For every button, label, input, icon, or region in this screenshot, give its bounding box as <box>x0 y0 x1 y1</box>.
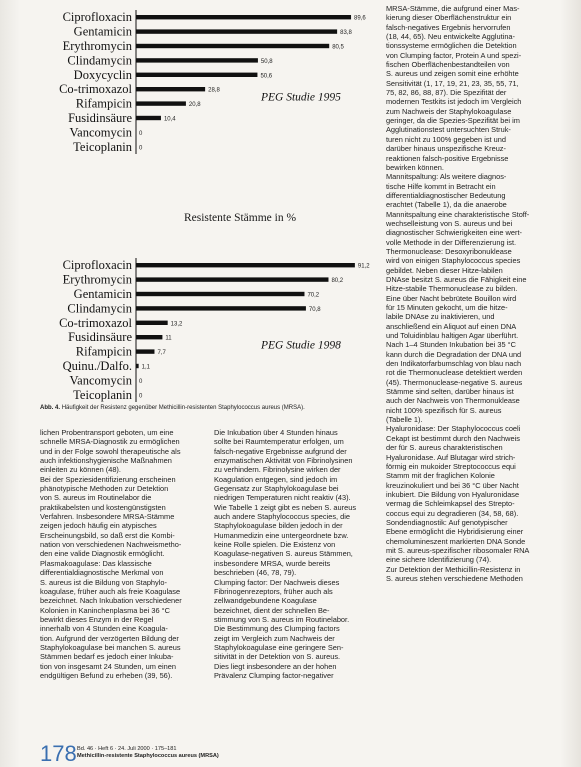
text-line: Mannitspaltung eine charakteristische Stoff- <box>386 209 530 219</box>
text-line: Kolonien in Kaninchenplasma bei 36 °C <box>40 605 170 615</box>
text-line: auch der Nachweis von Thermonuklease <box>386 396 520 406</box>
category-label: Clindamycin <box>67 301 132 316</box>
bar <box>136 349 154 353</box>
data-label: 50,6 <box>260 73 273 80</box>
bar <box>136 321 168 325</box>
bar <box>136 116 161 120</box>
category-label: Quinu./Dalfo. <box>62 359 132 373</box>
bar <box>136 87 205 91</box>
text-line: fischen Oberflächenbestandteilen von <box>386 60 510 70</box>
text-line: Verfahren. Insbesondere MRSA-Stämme <box>40 512 175 522</box>
data-label: 1,1 <box>141 364 150 371</box>
text-line: Humanmedizin eine untergeordnete bzw. <box>214 530 349 540</box>
bar <box>136 29 337 33</box>
text-line: schnelle MRSA-Diagnostik zu ermöglichen <box>40 437 180 447</box>
text-line: tionssysteme ermöglichen die Detektion <box>386 41 517 51</box>
text-line: nation von verschiedenen Nachweismetho- <box>40 540 182 550</box>
text-line: Koagulase-negativen S. aureus Stämmen, <box>214 549 353 559</box>
left-text-column <box>40 428 206 680</box>
text-line: innerhalb von 4 Stunden eine Koagula- <box>40 624 168 634</box>
text-line: phänotypische Methoden zur Detektion <box>40 484 169 494</box>
text-line: Erscheinungsbild, so daß erst die Kombi- <box>40 530 175 540</box>
text-line: Staphylokoagulase bilden jedoch in der <box>214 521 343 531</box>
text-line: einleiten zu können (48). <box>40 465 121 475</box>
text-line: mit S. aureus-spezifischer ribosomaler RNA <box>386 545 530 555</box>
category-label: Fusidinsäure <box>68 330 132 345</box>
text-line: niedrigen Temperaturen nicht reaktiv (43). <box>214 493 351 503</box>
text-line: inkubiert. Die Bildung von Hyaluronidase <box>386 489 520 499</box>
text-line: Sensitivität (1, 17, 19, 21, 23, 35, 55, 71, <box>386 78 519 88</box>
text-line: zum Nachweis der Staphylokoagulase <box>386 106 512 116</box>
text-line: reaktionen falsch-positive Ergebnisse <box>386 153 509 163</box>
data-label: 20,8 <box>188 102 201 109</box>
page-footer <box>77 746 219 760</box>
figure-caption <box>40 405 370 412</box>
text-line: Cekapt ist bestimmt durch den Nachweis <box>386 433 520 443</box>
text-line: nicht 100% spezifisch für S. aureus <box>386 405 502 415</box>
bar <box>136 15 351 19</box>
text-line: S. aureus und zeigen somit eine erhöhte <box>386 69 519 79</box>
data-label: 91,2 <box>357 263 370 270</box>
text-line: Bei der Speziesidentifizierung erscheinen <box>40 474 176 484</box>
text-line: Stämme sind selten, darüber hinaus ist <box>386 387 514 397</box>
category-label: Teicoplanin <box>73 387 132 402</box>
data-label: 80,2 <box>331 278 344 285</box>
data-label: 80,5 <box>332 44 344 51</box>
text-line: volle Methode in der Differenzierung ist. <box>386 237 517 247</box>
category-label: Clindamycin <box>67 53 132 68</box>
text-line: Die Inkubation über 4 Stunden hinaus <box>214 428 338 437</box>
category-label: Vancomycin <box>69 125 132 140</box>
text-line: der für S. aureus charakteristischen <box>386 443 503 453</box>
text-line: erachtet (Tabelle 1), da die anaerobe <box>386 200 507 210</box>
text-line: enzymatischen Aktivität von Fibrinolysinen <box>214 456 353 466</box>
text-line: (18, 44, 65). Neu entwickelte Agglutina- <box>386 32 516 42</box>
text-line: sitivität in der Detektion von S. aureus. <box>214 652 341 662</box>
data-label: 10,4 <box>163 116 176 123</box>
text-line: (45). Thermonuclease-negative S. aureus <box>386 377 523 387</box>
text-line: Fibrinogenrezeptors, früher auch als <box>214 586 333 596</box>
bar <box>136 263 355 267</box>
text-line: Thermonuclease: Desoxyribonuklease <box>386 246 512 256</box>
text-line: Mannitspaltung: Als weitere diagnos- <box>386 172 507 182</box>
data-label: 70,8 <box>308 306 321 313</box>
text-line: S. aureus stehen verschiedene Methoden <box>386 573 523 583</box>
data-label: 28,8 <box>208 87 220 94</box>
text-line: auch andere Staphylococcus species, die <box>214 512 350 522</box>
text-line: Ebene ermöglicht die Hybridisierung einer <box>386 527 524 537</box>
text-line: wechselleistung von S. aureus und bei <box>386 218 513 228</box>
text-line: Hyaluronidase: Der Staphylococcus coeli <box>386 424 521 434</box>
text-line: S. aureus ist die Bildung von Staphylo- <box>40 577 167 587</box>
bar <box>136 277 328 281</box>
text-line: kann durch die Degradation der DNA und <box>386 349 522 359</box>
text-line: chemolumineszent markierten DNA Sonde <box>386 536 526 546</box>
text-line: Nach 1–4 Stunden Inkubation bei 35 °C <box>386 340 516 350</box>
text-line: Hyaluronidase. Auf Blutagar wird strich- <box>386 452 516 462</box>
category-label: Ciprofloxacin <box>62 258 132 273</box>
text-line: von S. aureus im Routinelabor die <box>40 493 152 503</box>
text-line: Eine über Nacht bebrütete Bouillon wird <box>386 293 517 303</box>
category-label: Erythromycin <box>62 39 132 53</box>
page-number: 178 <box>40 741 77 766</box>
bar <box>136 292 304 296</box>
text-line: tion von insgesamt 24 Stunden, um einen <box>40 661 176 671</box>
text-line: coccus equi zu degradieren (34, 58, 68). <box>386 508 519 518</box>
text-line: Zur Detektion der Methicillin-Resistenz in <box>386 564 521 574</box>
bar <box>136 335 162 339</box>
text-line: differentialdiagnostischer Bedeutung <box>386 190 506 200</box>
text-line: endgültigen Befund zu erheben (39, 56). <box>40 670 173 680</box>
category-label: Ciprofloxacin <box>62 10 132 25</box>
data-label: 0 <box>139 145 143 152</box>
text-line: kreuzinokuliert und bei 36 °C über Nacht <box>386 480 519 490</box>
text-line: gebildet. Neben dieser Hitze-labilen <box>386 265 503 275</box>
text-line: Staphylokoagulase bei manchen S. aureus <box>40 642 181 652</box>
text-line: praktikabelsten und kostengünstigsten <box>40 502 166 512</box>
text-line: koagulase, früher auch als freie Koagulase <box>40 586 181 596</box>
data-label: 11 <box>165 335 172 342</box>
data-label: 50,8 <box>260 58 273 65</box>
text-line: DNAse besitzt S. aureus die Fähigkeit eine <box>386 274 527 284</box>
category-label: Erythromycin <box>62 272 132 287</box>
text-line: zeigen jedoch häufig ein atypisches <box>40 521 157 531</box>
category-label: Teicoplanin <box>73 139 132 154</box>
text-line: lichen Probentransport geboten, um eine <box>40 428 174 437</box>
text-line: rot die Thermonuclease detektiert werden <box>386 368 523 378</box>
chart-1998-svg <box>34 254 374 406</box>
caption-text: Häufigkeit der Resistenz gegenüber Methicillin-resistenten Staphylococcus aureus (MRSA). <box>61 405 305 411</box>
text-line: zu verhindern. Fibrinolysine wirken der <box>214 465 341 475</box>
text-line: vermag die Schleimkapsel des Strepto- <box>386 499 515 509</box>
chart-1995-svg <box>34 6 374 158</box>
data-label: 89,6 <box>354 15 366 22</box>
text-line: den eine valide Diagnostik ermöglicht. <box>40 549 165 559</box>
text-line: tische Hilfe kommt in Betracht ein <box>386 181 496 191</box>
text-line: Stamm mit der fraglichen Kolonie <box>386 471 495 481</box>
text-line: darüber hinaus unspezifische Kreuz- <box>386 144 506 154</box>
text-line: labile DNAse zu inaktivieren, und <box>386 312 495 322</box>
text-line: zeigt im Vergleich zum Nachweis der <box>214 633 335 643</box>
middle-text-column <box>214 428 380 680</box>
data-label: 70,2 <box>307 292 320 299</box>
text-line: Sondendiagnostik: Auf genotypischer <box>386 517 508 527</box>
text-line: bezeichnet, dient der schnellen Be- <box>214 605 330 615</box>
text-line: MRSA-Stämme, die aufgrund einer Mas- <box>386 4 520 13</box>
text-line: falsch-negative Ergebnisse aufgrund der <box>214 446 347 456</box>
data-label: 13,2 <box>170 321 183 328</box>
text-line: Koagulation entgegen, sind jedoch im <box>214 474 338 484</box>
text-line: eine sichere Identifizierung (74). <box>386 555 492 565</box>
study-annotation: PEG Studie 1998 <box>261 339 341 352</box>
text-line: differentialdiagnostische Merkmal von <box>40 568 164 578</box>
text-line: Clumping factor: Der Nachweis dieses <box>214 577 340 587</box>
text-line: turen nicht zu 100% gegeben ist und <box>386 134 506 144</box>
text-line: diagnostischer Schwierigkeiten eine wert- <box>386 228 522 238</box>
text-line: Dies liegt insbesondere an der hohen <box>214 661 337 671</box>
text-line: tion. Aufgrund der verzögerten Bildung der <box>40 633 179 643</box>
text-line: Prävalenz Clumping factor-negativer <box>214 670 334 680</box>
text-line: bezeichnet. Nach Inkubation verschiedener <box>40 596 182 606</box>
text-line: und Toluidinblau haltigen Agar überführt. <box>386 331 519 341</box>
text-line: zellwandgebundene Koagulase <box>214 596 317 606</box>
text-line: von Clumping factor, Protein A und spezi- <box>386 50 522 60</box>
text-line: förmig ein mukoider Streptococcus equi <box>386 461 516 471</box>
data-label: 0 <box>139 130 143 137</box>
text-line: Plasmakoagulase: Das klassische <box>40 558 152 568</box>
text-line: geringer, da die Spezies-Spezifität bei im <box>386 116 520 126</box>
chart-x-axis-label: Resistente Stämme in % <box>183 212 297 224</box>
text-line: bewirkt dieses Enzym in der Regel <box>40 614 154 624</box>
text-line: stimmung von S. aureus im Routinelabor. <box>214 614 350 624</box>
category-label: Rifampicin <box>75 96 132 111</box>
bar <box>136 73 257 77</box>
text-line: (Tabelle 1). <box>386 415 423 425</box>
text-line: 75, 82, 86, 88, 87). Die Spezifität der <box>386 88 507 98</box>
text-line: Stämmen bedarf es jedoch einer Inkuba- <box>40 652 174 662</box>
study-annotation: PEG Studie 1995 <box>261 91 341 104</box>
data-label: 0 <box>139 378 143 385</box>
category-label: Co-trimoxazol <box>59 315 132 330</box>
text-line: Hitze-stabile Thermonuclease zu bilden. <box>386 284 518 294</box>
resistance-chart-1998 <box>34 254 374 406</box>
text-line: Staphylokoagulase eine geringere Sen- <box>214 642 344 652</box>
resistance-chart-1995 <box>34 6 374 158</box>
data-label: 0 <box>139 393 143 400</box>
data-label: 83,8 <box>340 30 352 37</box>
text-line: falsch-negatives Ergebnis hervorrufen <box>386 22 511 32</box>
text-line: Agglutinationstest untersuchten Struk- <box>386 125 511 135</box>
bar <box>136 364 139 368</box>
footer-journal-line: Bd. 46 · Heft 6 · 24. Juli 2000 · 175–181 <box>77 746 177 752</box>
right-text-column <box>386 4 568 583</box>
text-line: auch infektionshygienische Maßnahmen <box>40 456 172 466</box>
bar <box>136 306 306 310</box>
text-line: wird von einigen Staphylococcus species <box>386 256 521 266</box>
text-line: anschließend ein Aliquot auf einen DNA <box>386 321 517 331</box>
text-line: und in der Folge sowohl therapeutische als <box>40 446 181 456</box>
category-label: Doxycyclin <box>73 67 132 82</box>
data-label: 7,7 <box>157 350 166 357</box>
bar <box>136 58 258 62</box>
bar <box>136 101 186 105</box>
text-line: keine Rolle spielen. Die Existenz von <box>214 540 336 550</box>
category-label: Vancomycin <box>69 373 132 388</box>
category-label: Rifampicin <box>75 344 132 359</box>
text-line: bewirken können. <box>386 162 444 172</box>
footer-title-line: Methicillin-resistente Staphylococcus aureus (MRSA) <box>77 753 219 759</box>
text-line: sollte bei Raumtemperatur erfolgen, um <box>214 437 344 447</box>
text-line: für 15 Minuten gekocht, um die hitze- <box>386 303 508 312</box>
category-label: Co-trimoxazol <box>59 82 132 97</box>
text-line: den Indikatorfarbumschlag von blau nach <box>386 359 522 369</box>
category-label: Gentamicin <box>73 287 132 301</box>
text-line: Die Bestimmung des Clumping factors <box>214 624 340 634</box>
text-line: kierung dieser Oberflächenstruktur ein <box>386 13 512 23</box>
text-line: Gegensatz zur Staphylokoagulase bei <box>214 484 339 494</box>
text-line: modernen Testkits ist jedoch im Vergleich <box>386 97 522 107</box>
category-label: Gentamicin <box>73 24 132 39</box>
category-label: Fusidinsäure <box>68 111 132 125</box>
text-line: beschrieben (46, 78, 79). <box>214 568 297 578</box>
caption-label: Abb. 4. <box>40 405 61 411</box>
text-line: insbesondere MRSA, wurde bereits <box>214 558 331 568</box>
bar <box>136 44 329 48</box>
text-line: Wie Tabelle 1 zeigt gibt es neben S. aureus <box>214 502 357 512</box>
